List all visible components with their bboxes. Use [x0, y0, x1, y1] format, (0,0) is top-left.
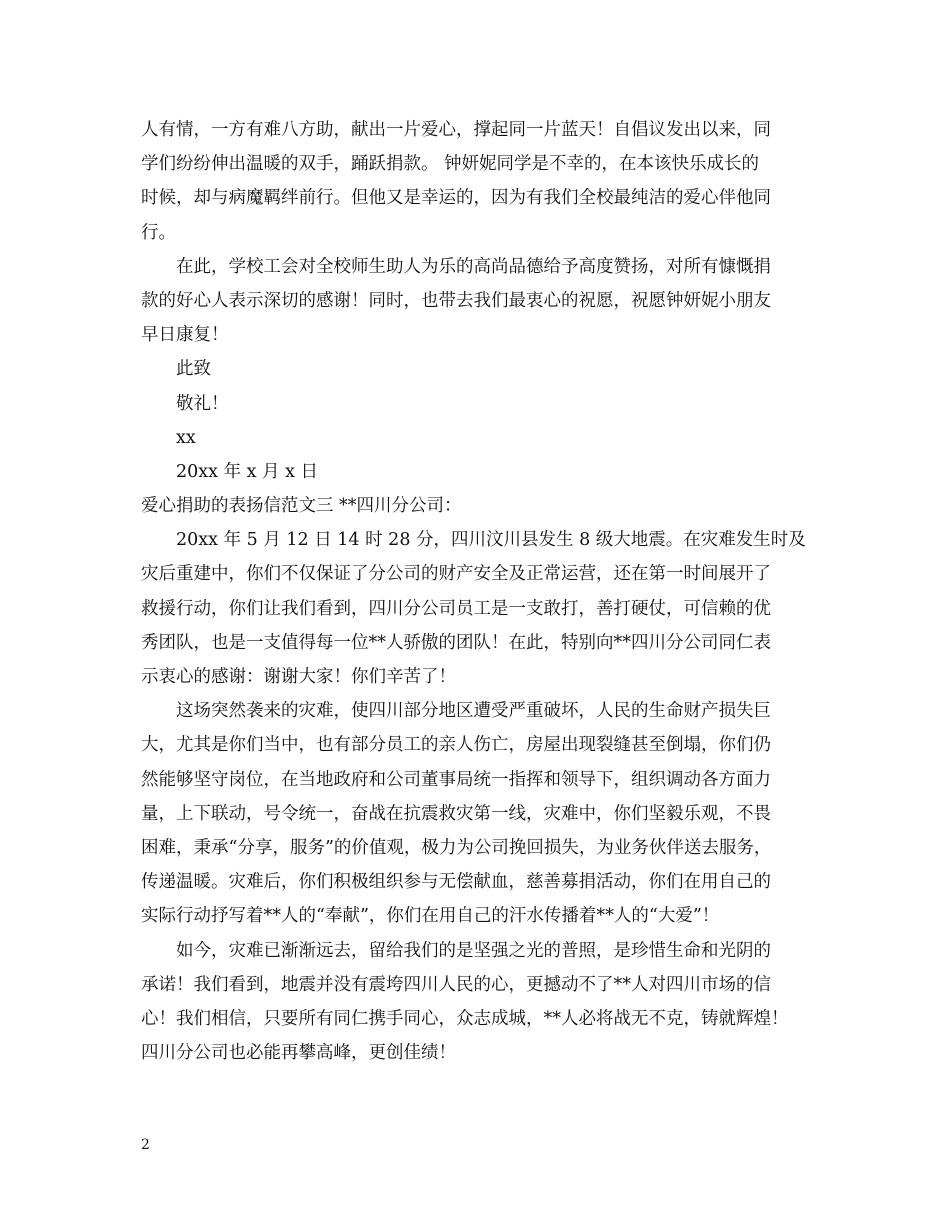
text-line: 大，尤其是你们当中，也有部分员工的亲人伤亡，房屋出现裂缝甚至倒塌，你们仍 [141, 735, 771, 756]
text-line: 早日康复！ [141, 325, 229, 346]
text-line: 心！我们相信，只要所有同仁携手同心，众志成城，**人必将战无不克，铸就辉煌！ [141, 1008, 789, 1029]
text-line: 如今，灾难已渐渐远去，留给我们的是坚强之光的普照，是珍惜生命和光阴的 [176, 940, 771, 961]
text-line: 此致 [176, 359, 211, 380]
text-line: 四川分公司也必能再攀高峰，更创佳绩！ [141, 1043, 456, 1064]
text-line: 量，上下联动，号令统一，奋战在抗震救灾第一线，灾难中，你们坚毅乐观，不畏 [141, 803, 771, 824]
text-line: 人有情，一方有难八方助，献出一片爱心，撑起同一片蓝天！自倡议发出以来，同 [141, 120, 771, 140]
text-line: 在此，学校工会对全校师生助人为乐的高尚品德给予高度赞扬，对所有慷慨捐 [176, 256, 771, 277]
text-line: xx [176, 427, 196, 448]
text-line: 实际行动抒写着**人的“奉献”，你们在用自己的汗水传播着**人的“大爱”！ [141, 906, 720, 927]
text-line: 行。 [141, 222, 176, 243]
text-line: 灾后重建中，你们不仅保证了分公司的财产安全及正常运营，还在第一时间展开了 [141, 564, 771, 585]
text-line: 款的好心人表示深切的感谢！同时，也带去我们最衷心的祝愿，祝愿钟妍妮小朋友 [141, 290, 771, 311]
text-line: 学们纷纷伸出温暖的双手，踊跃捐款。 钟妍妮同学是不幸的，在本该快乐成长的 [141, 154, 760, 175]
text-line: 示衷心的感谢：谢谢大家！你们辛苦了！ [141, 667, 456, 687]
text-line: 承诺！我们看到，地震并没有震垮四川人民的心，更撼动不了**人对四川市场的信 [141, 974, 771, 995]
text-line: 秀团队，也是一支值得每一位**人骄傲的团队！在此，特别向**四川分公司同仁表 [141, 632, 771, 653]
text-line: 爱心捐助的表扬信范文三 **四川分公司： [141, 496, 462, 517]
text-line: 20xx 年 5 月 12 日 14 时 28 分，四川汶川县发生 8 级大地震。在灾难发生时及 [176, 530, 806, 551]
text-line: 救援行动，你们让我们看到，四川分公司员工是一支敢打，善打硬仗，可信赖的优 [141, 598, 771, 619]
text-line: 然能够坚守岗位，在当地政府和公司董事局统一指挥和领导下，组织调动各方面力 [141, 769, 771, 790]
page-number: 2 [141, 1137, 150, 1153]
text-line: 传递温暖。灾难后，你们积极组织参与无偿献血，慈善募捐活动，你们在用自己的 [141, 872, 771, 893]
text-line: 20xx 年 x 月 x 日 [176, 461, 319, 482]
document-body [141, 113, 831, 1070]
text-line: 时候，却与病魔羁绊前行。但他又是幸运的，因为有我们全校最纯洁的爱心伴他同 [141, 188, 771, 209]
text-line: 敬礼！ [176, 393, 229, 414]
text-line: 这场突然袭来的灾难，使四川部分地区遭受严重破坏，人民的生命财产损失巨 [176, 701, 771, 722]
text-line: 困难，秉承“分享，服务”的价值观，极力为公司挽回损失，为业务伙伴送去服务， [141, 837, 772, 858]
